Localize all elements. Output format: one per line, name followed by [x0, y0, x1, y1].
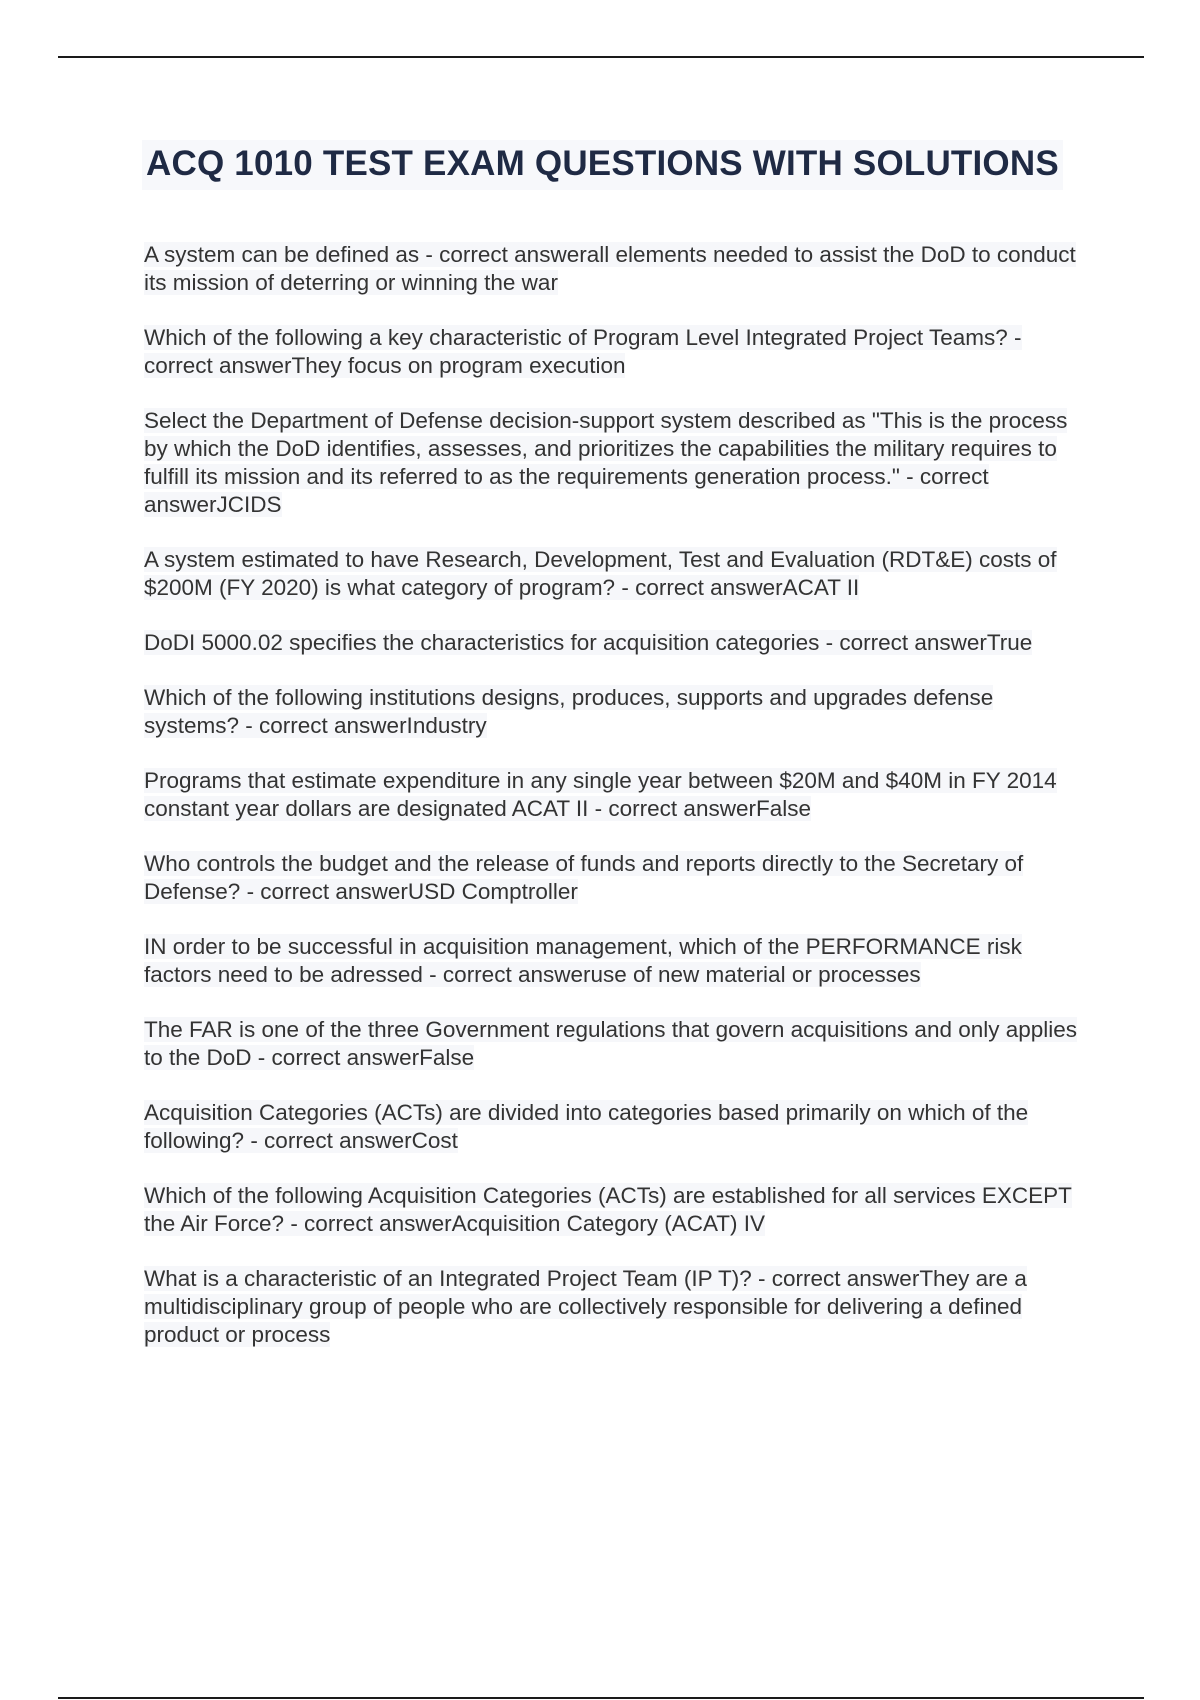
- qa-text: A system can be defined as - correct answerall elements needed to assist the DoD to conduct its mission of deterring or winning the war: [144, 242, 1076, 295]
- page-title: ACQ 1010 TEST EXAM QUESTIONS WITH SOLUTIONS: [142, 140, 1063, 190]
- qa-text: IN order to be successful in acquisition management, which of the PERFORMANCE risk factors need to be adressed - correct answeruse of new material or processes: [144, 934, 1022, 987]
- qa-item: [144, 546, 1084, 602]
- qa-item: [144, 684, 1084, 740]
- qa-text: A system estimated to have Research, Development, Test and Evaluation (RDT&E) costs of $200M (FY 2020) is what category of program? - correct answerACAT II: [144, 547, 1057, 600]
- qa-text: Which of the following institutions designs, produces, supports and upgrades defense systems? - correct answerIndustry: [144, 685, 994, 738]
- qa-text: Select the Department of Defense decision-support system described as "This is the process by which the DoD identifies, assesses, and prioritizes the capabilities the military requires to fulfill its mission and its referred to as the requirements generation process." - correct answerJCIDS: [144, 408, 1068, 517]
- qa-item: [144, 1265, 1084, 1349]
- qa-text: Acquisition Categories (ACTs) are divided into categories based primarily on which of the following? - correct answerCost: [144, 1100, 1029, 1153]
- qa-item: [144, 1099, 1084, 1155]
- qa-item: [144, 629, 1084, 657]
- qa-list: [144, 241, 1084, 1376]
- qa-item: [144, 850, 1084, 906]
- bottom-rule: [58, 1697, 1144, 1699]
- qa-item: [144, 1016, 1084, 1072]
- qa-item: [144, 767, 1084, 823]
- qa-item: [144, 933, 1084, 989]
- qa-item: [144, 407, 1084, 519]
- qa-text: Which of the following a key characteristic of Program Level Integrated Project Teams? - correct answerThey focus on program execution: [144, 325, 1022, 378]
- qa-text: Programs that estimate expenditure in any single year between $20M and $40M in FY 2014 constant year dollars are designated ACAT II - correct answerFalse: [144, 768, 1057, 821]
- qa-text: DoDI 5000.02 specifies the characteristics for acquisition categories - correct answerTrue: [144, 630, 1033, 655]
- qa-item: [144, 324, 1084, 380]
- qa-item: [144, 241, 1084, 297]
- qa-text: The FAR is one of the three Government regulations that govern acquisitions and only applies to the DoD - correct answerFalse: [144, 1017, 1078, 1070]
- qa-text: Which of the following Acquisition Categories (ACTs) are established for all services EXCEPT the Air Force? - correct answerAcquisition Category (ACAT) IV: [144, 1183, 1072, 1236]
- qa-text: What is a characteristic of an Integrated Project Team (IP T)? - correct answerThey are a multidisciplinary group of people who are collectively responsible for delivering a defined product or process: [144, 1266, 1027, 1347]
- qa-item: [144, 1182, 1084, 1238]
- top-rule: [58, 56, 1144, 58]
- qa-text: Who controls the budget and the release of funds and reports directly to the Secretary of Defense? - correct answerUSD Comptroller: [144, 851, 1024, 904]
